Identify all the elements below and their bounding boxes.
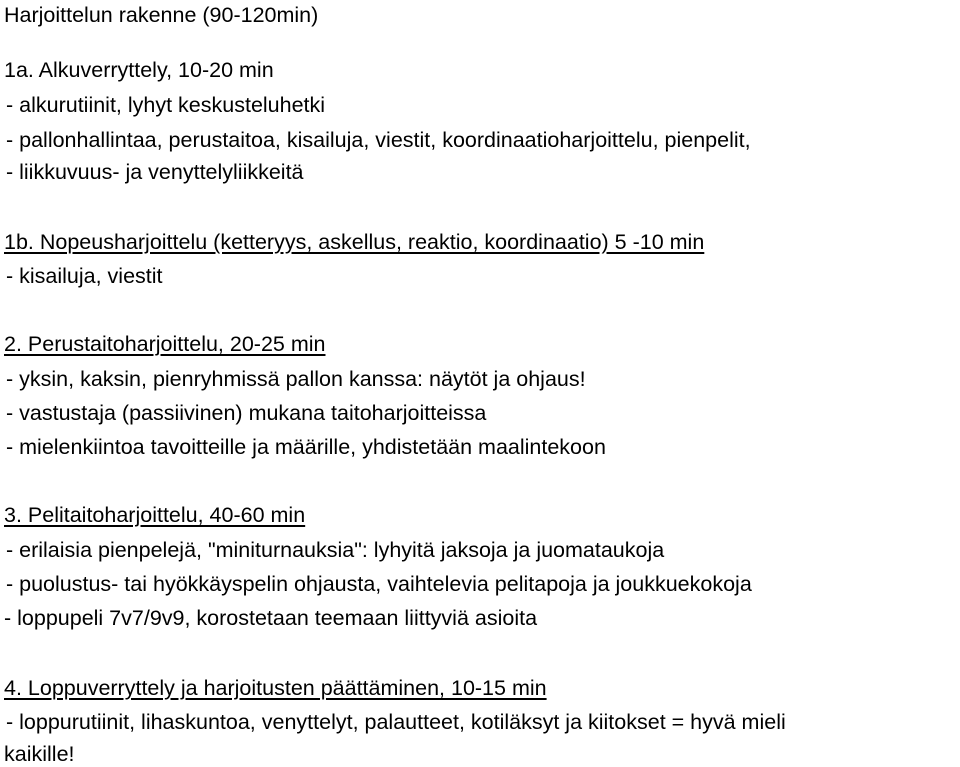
section-heading-4: 4. Loppuverryttely ja harjoitusten päättäminen, 10-15 min (4, 676, 547, 700)
section-4-line: - loppurutiinit, lihaskuntoa, venyttelyt, palautteet, kotiläksyt ja kiitokset = hyvä mieli (6, 710, 786, 734)
section-3-line: - erilaisia pienpelejä, "miniturnauksia": lyhyitä jaksoja ja juomataukoja (6, 538, 665, 562)
section-1a-line: - pallonhallintaa, perustaitoa, kisailuja, viestit, koordinaatioharjoittelu, pienpelit, (6, 128, 751, 152)
section-1b-line: - kisailuja, viestit (6, 264, 163, 288)
page-title: Harjoittelun rakenne (90-120min) (4, 3, 319, 27)
section-2-line: - mielenkiintoa tavoitteille ja määrille, yhdistetään maalintekoon (6, 435, 606, 459)
section-2-line: - yksin, kaksin, pienryhmissä pallon kanssa: näytöt ja ohjaus! (6, 367, 586, 391)
section-1a-line: - alkurutiinit, lyhyt keskusteluhetki (6, 93, 326, 117)
section-heading-3: 3. Pelitaitoharjoittelu, 40-60 min (4, 503, 306, 527)
section-heading-1a: 1a. Alkuverryttely, 10-20 min (4, 58, 274, 82)
section-heading-1b: 1b. Nopeusharjoittelu (ketteryys, askellus, reaktio, koordinaatio) 5 -10 min (4, 230, 705, 254)
section-3-line: - loppupeli 7v7/9v9, korostetaan teemaan liittyviä asioita (4, 606, 538, 630)
section-heading-2: 2. Perustaitoharjoittelu, 20-25 min (4, 332, 326, 356)
section-4-line: kaikille! (4, 742, 75, 766)
section-1a-line: - liikkuvuus- ja venyttelyliikkeitä (6, 160, 304, 184)
section-2-line: - vastustaja (passiivinen) mukana taitoharjoitteissa (6, 401, 487, 425)
section-3-line: - puolustus- tai hyökkäyspelin ohjausta, vaihtelevia pelitapoja ja joukkuekokoja (6, 572, 752, 596)
